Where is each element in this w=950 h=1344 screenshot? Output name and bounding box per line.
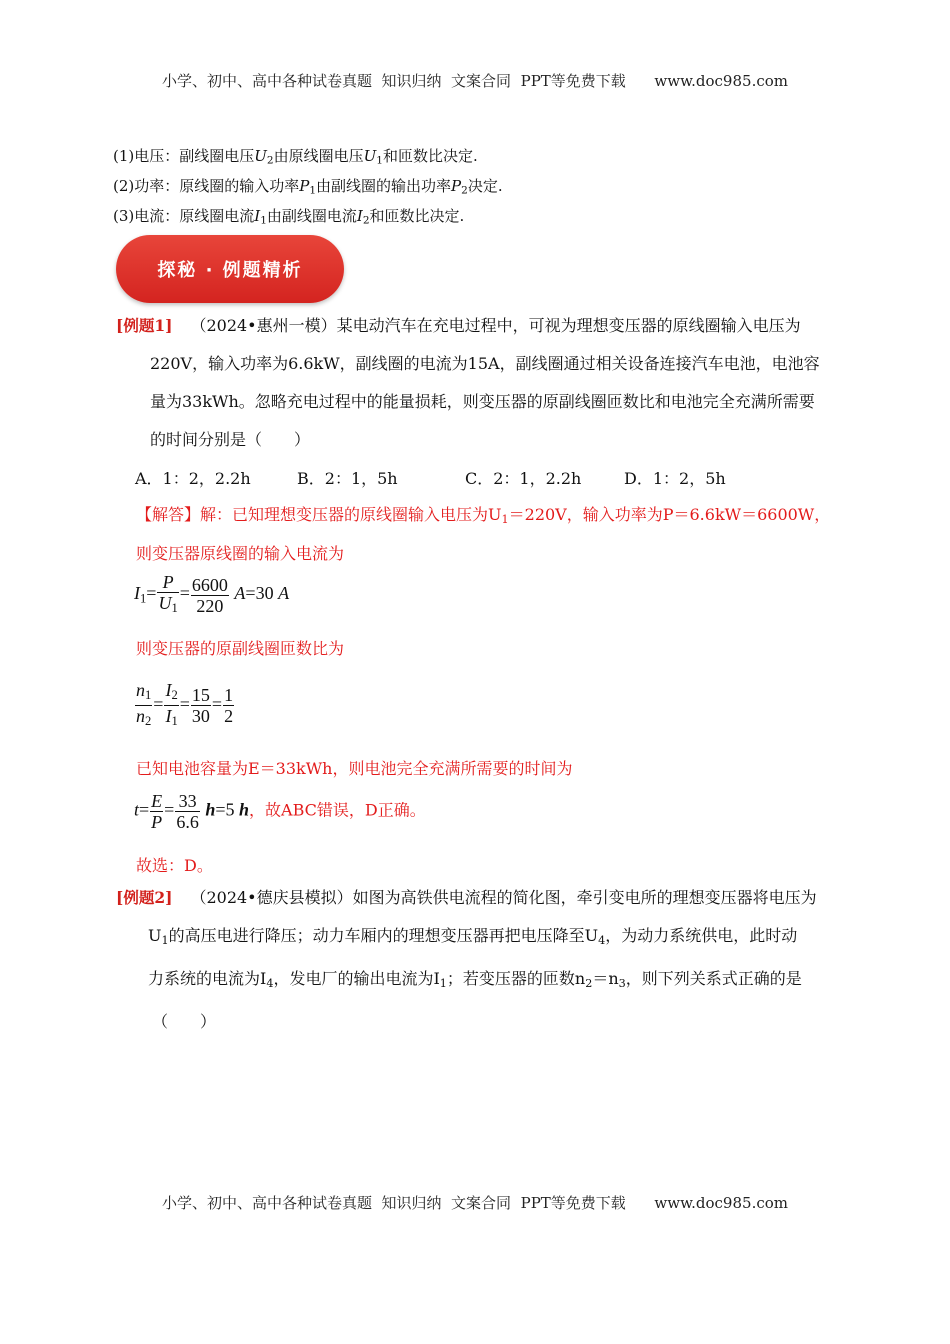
solution1-step1: 则变压器原线圈的输入电流为 <box>136 544 345 563</box>
rule-current: (3)电流：原线圈电流$I_1$由副线圈电流$I_2$和匝数比决定. <box>113 207 465 227</box>
example1-question: [例题1] （2024•惠州一模）某电动汽车在充电过程中，可视为理想变压器的原线圈输入电压为 220V，输入功率为6.6kW，副线圈的电流为15A，副线圈通过相关设备连接汽车电池，电池容 量为33kWh。忽略充电过程中的能量损耗，则变压器的原副线圈匝数比和电池完全充满所需要 的时间分别是（ ） <box>116 316 820 449</box>
example1-label: [例题1] <box>116 316 173 335</box>
example2-label: [例题2] <box>116 888 173 907</box>
equation-current: $I_1=$ $\frac{P}{U_1}$ = $\frac{6600}{220}$ A=30 A <box>134 572 289 618</box>
solution1-step3: 已知电池容量为E＝33kWh，则电池完全充满所需要的时间为 <box>136 759 573 778</box>
solution1-answer: 故选：D。 <box>136 856 213 875</box>
page-footer: 小学、初中、高中各种试卷真题 知识归纳 文案合同 PPT等免费下载 www.doc985.com <box>161 1194 788 1212</box>
option-d: D．1：2，5h <box>624 469 726 488</box>
option-c: C．2：1，2.2h <box>465 469 582 488</box>
equation-time: t= $\frac{E}{P}$ = $\frac{33}{6.6}$ h=5 h，故ABC错误，D正确。 <box>134 791 426 832</box>
equation-turns-ratio: $\frac{n_1}{n_2}$ = $\frac{I_2}{I_1}$ = $\frac{15}{30}$ = $\frac{1}{2}$ <box>134 680 235 731</box>
option-a: A．1：2，2.2h <box>135 469 251 488</box>
solution1-intro: 【解答】解：已知理想变压器的原线圈输入电压为$U_1=220V$，输入功率为P＝6.6kW＝6600W， <box>136 505 831 526</box>
rule-power: (2)功率：原线圈的输入功率$P_1$由副线圈的输出功率$P_2$决定. <box>113 177 503 197</box>
section-banner: 探秘 · 例题精析 <box>116 235 344 303</box>
solution1-step2: 则变压器的原副线圈匝数比为 <box>136 639 345 658</box>
page-header: 小学、初中、高中各种试卷真题 知识归纳 文案合同 PPT等免费下载 www.doc985.com <box>161 72 788 90</box>
example2-question: [例题2] （2024•德庆县模拟）如图为高铁供电流程的简化图，牵引变电所的理想变压器将电压为 $U_1$的高压电进行降压；动力车厢内的理想变压器再把电压降至$U_4$，为动力系统供电，此时动 力系统的电流为$I_4$，发电厂的输出电流为$I_1$；若变压器的匝数$n_2=n_3$，则下列关系式正确的是 （ ） <box>116 888 817 1031</box>
solution-tag: 【解答】 <box>136 505 201 524</box>
rule-voltage: (1)电压：副线圈电压$U_2$由原线圈电压$U_1$和匝数比决定. <box>113 147 478 167</box>
option-b: B．2：1，5h <box>297 469 398 488</box>
